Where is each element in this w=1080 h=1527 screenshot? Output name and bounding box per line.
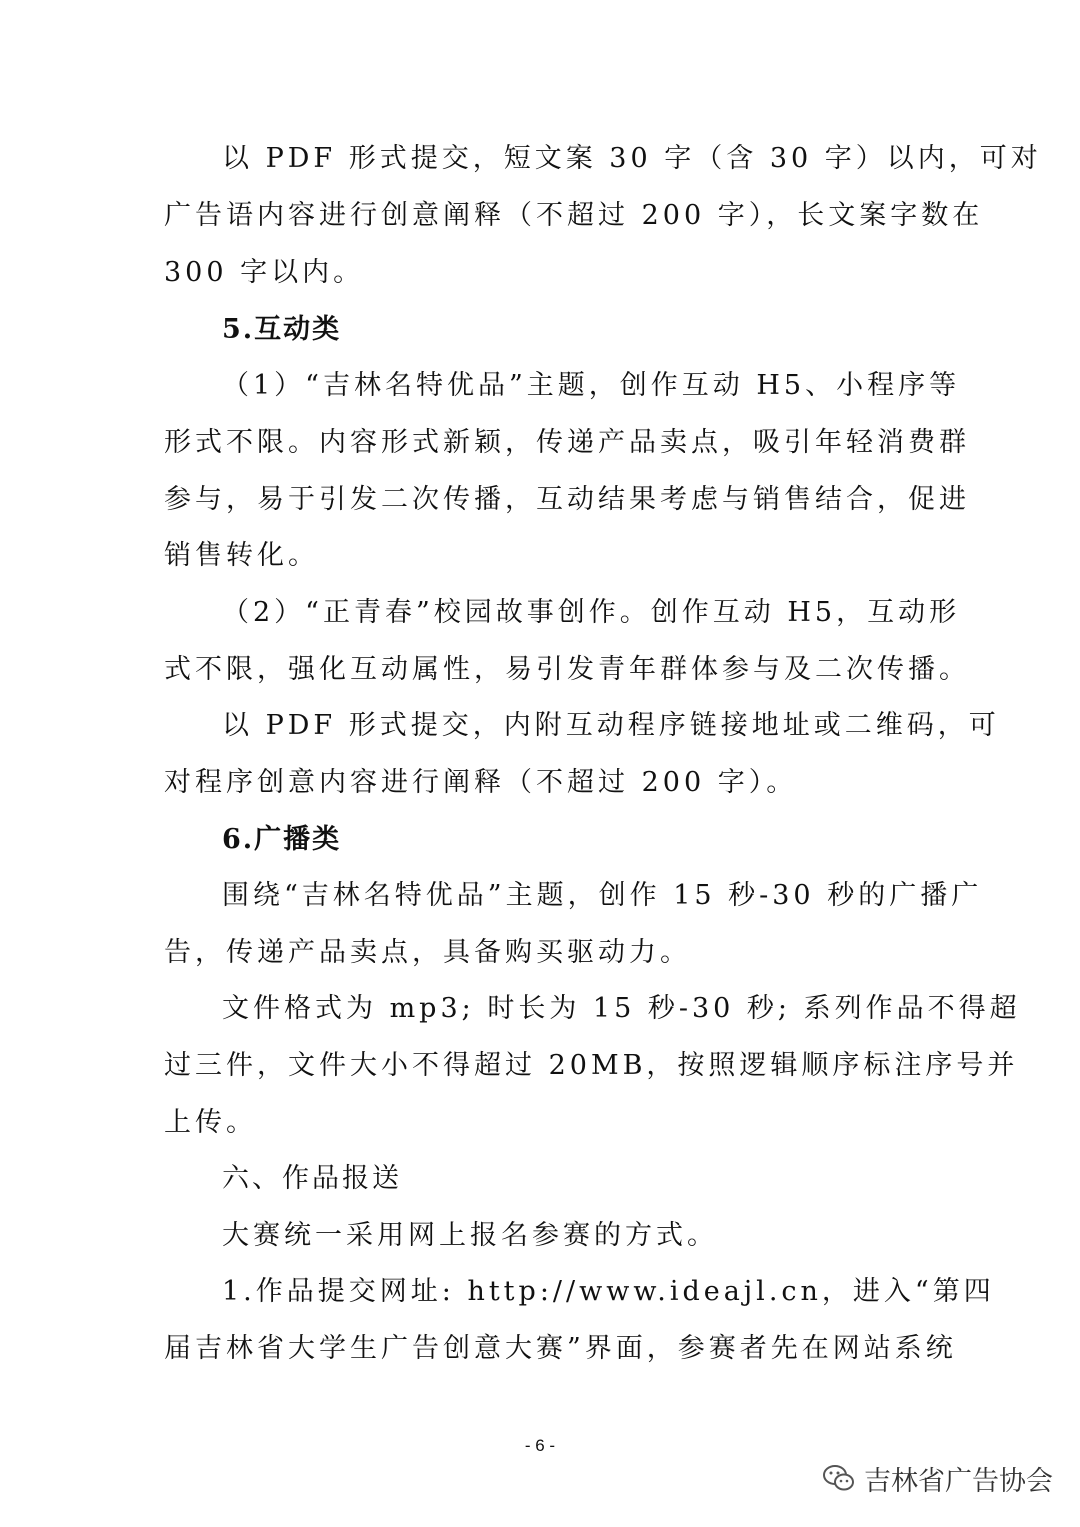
text-line: 以 PDF 形式提交，短文案 30 字（含 30 字）以内，可对 [222, 143, 1042, 174]
text-line: 300 字以内。 [164, 257, 365, 288]
text-line: 1.作品提交网址: http://www.ideajl.cn，进入“第四 [222, 1276, 995, 1307]
text-line: 以 PDF 形式提交，内附互动程序链接地址或二维码，可 [222, 710, 1000, 741]
text-line: 形式不限。内容形式新颖，传递产品卖点，吸引年轻消费群 [164, 427, 970, 458]
text-line: 大赛统一采用网上报名参赛的方式。 [222, 1220, 718, 1251]
text-line: 销售转化。 [164, 540, 319, 571]
text-line: 文件格式为 mp3; 时长为 15 秒-30 秒; 系列作品不得超 [222, 993, 1021, 1024]
page-number: - 6 - [524, 1436, 556, 1455]
text-line: 广告语内容进行创意阐释（不超过 200 字），长文案字数在 [164, 200, 984, 231]
section-heading-6: 6.广播类 [222, 824, 342, 855]
text-line: 届吉林省大学生广告创意大赛”界面，参赛者先在网站系统 [164, 1333, 957, 1364]
text-line: 过三件，文件大小不得超过 20MB，按照逻辑顺序标注序号并 [164, 1050, 1019, 1081]
text-line: （2）“正青春”校园故事创作。创作互动 H5，互动形 [222, 597, 961, 628]
text-line: 围绕“吉林名特优品”主题，创作 15 秒-30 秒的广播广 [222, 880, 983, 911]
text-line: （1）“吉林名特优品”主题，创作互动 H5、小程序等 [222, 370, 961, 401]
text-line: 告，传递产品卖点，具备购买驱动力。 [164, 937, 691, 968]
watermark-text: 吉林省广告协会 [864, 1465, 1053, 1497]
section-heading-5: 5.互动类 [222, 314, 342, 345]
watermark [822, 1458, 1053, 1498]
section-heading-six: 六、作品报送 [222, 1163, 402, 1194]
text-line: 上传。 [164, 1107, 257, 1138]
text-line: 参与，易于引发二次传播，互动结果考虑与销售结合，促进 [164, 484, 970, 515]
text-line: 式不限，强化互动属性，易引发青年群体参与及二次传播。 [164, 654, 970, 685]
wechat-icon [822, 1463, 856, 1493]
text-line: 对程序创意内容进行阐释（不超过 200 字）。 [164, 767, 798, 798]
